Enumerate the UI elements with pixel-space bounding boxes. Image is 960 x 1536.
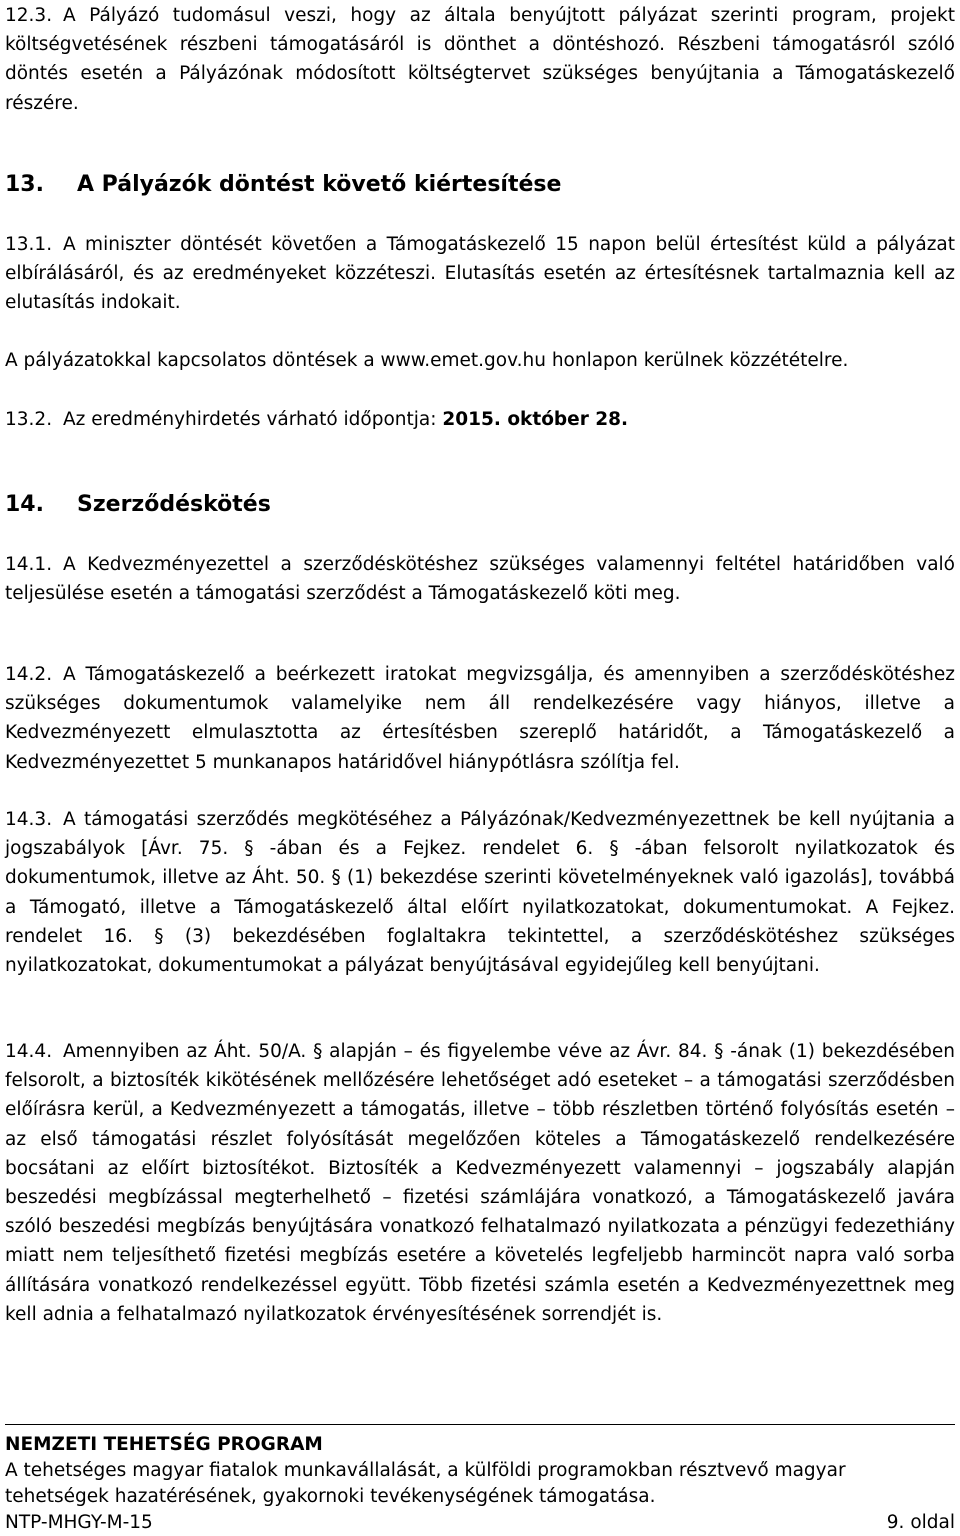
heading-title: Szerződéskötés	[77, 492, 271, 517]
section-number: 13.2.	[5, 409, 53, 430]
page-footer	[5, 1432, 955, 1536]
footer-bottom-row	[5, 1510, 955, 1536]
paragraph-14-1	[5, 550, 955, 608]
footer-program-name: NEMZETI TEHETSÉG PROGRAM	[5, 1434, 323, 1455]
paragraph-text: Az eredményhirdetés várható időpontja:	[63, 409, 443, 430]
paragraph-text: A támogatási szerződés megkötéséhez a Pályázónak/Kedvezményezettnek be kell nyújtania a jogszabályok [Ávr. 75. § -ában és a Fejkez. rendelet 6. § -ában felsorolt nyilatkozatok és dokumentumok, illetve az Áht. 50. § (1) bekezdése szerinti követelményeknek való igazolás], továbbá a Támogató, illetve a Támogatáskezelő által előírt nyilatkozatokat, dokumentumokat. A Fejkez. rendelet 16. § (3) bekezdésében foglaltakra tekintettel, a szerződéskötéshez szükséges nyilatkozatokat, dokumentumokat a pályázat benyújtásával egyidejűleg kell benyújtani.	[5, 809, 955, 977]
footer-description: A tehetséges magyar fiatalok munkavállalását, a külföldi programokban résztvevő magyar tehetségek hazatérésének, gyakornoki tevékenységének támogatása.	[5, 1460, 846, 1507]
footer-code: NTP-MHGY-M-15	[5, 1512, 153, 1533]
heading-title: A Pályázók döntést követő kiértesítése	[77, 172, 562, 197]
paragraph-13-1	[5, 230, 955, 318]
paragraph-14-4	[5, 1037, 955, 1329]
section-heading-14	[5, 492, 271, 517]
section-number: 14.4.	[5, 1041, 53, 1062]
paragraph-text: A Pályázó tudomásul veszi, hogy az általa benyújtott pályázat szerinti program, projekt költségvetésének részbeni támogatásáról is dönthet a döntéshozó. Részbeni támogatásról szóló döntés esetén a Pályázónak módosított költségtervet szükséges benyújtania a Támogatáskezelő részére.	[5, 5, 955, 114]
paragraph-text: A Támogatáskezelő a beérkezett iratokat megvizsgálja, és amennyiben a szerződéskötéshez szükséges dokumentumok valamelyike nem áll rendelkezésére vagy hiányos, illetve a Kedvezményezett elmulasztotta az értesítésben szereplő határidőt, a Támogatáskezelő a Kedvezményezettet 5 munkanapos határidővel hiánypótlásra szólítja fel.	[5, 664, 955, 773]
section-heading-13	[5, 172, 561, 197]
heading-number: 13.	[5, 172, 44, 197]
section-number: 13.1.	[5, 234, 53, 255]
paragraph-13-2	[5, 405, 955, 434]
paragraph-14-3	[5, 805, 955, 980]
paragraph-14-2	[5, 660, 955, 777]
heading-number: 14.	[5, 492, 44, 517]
section-number: 14.3.	[5, 809, 53, 830]
page-number: 9. oldal	[886, 1512, 955, 1533]
paragraph-12-3	[5, 1, 955, 118]
section-number: 14.1.	[5, 554, 53, 575]
paragraph-text: A Kedvezményezettel a szerződéskötéshez szükséges valamennyi feltétel határidőben való teljesülése esetén a támogatási szerződést a Támogatáskezelő köti meg.	[5, 554, 955, 605]
paragraph-text: A pályázatokkal kapcsolatos döntések a www.emet.gov.hu honlapon kerülnek közzétételre.	[5, 350, 849, 371]
section-number: 14.2.	[5, 664, 53, 685]
section-number: 12.3.	[5, 5, 53, 26]
paragraph-text: Amennyiben az Áht. 50/A. § alapján – és figyelembe véve az Ávr. 84. § -ának (1) bekezdésében felsorolt, a biztosíték kikötésének mellőzésére lehetőséget adó eseteket – a támogatási szerződésben előírásra kerül, a Kedvezményezett a támogatás, illetve – több részletben történő folyósítás esetén – az első támogatási részlet folyósítását megelőzően köteles a Támogatáskezelő rendelkezésére bocsátani az előírt biztosítékot. Biztosíték a Kedvezményezett valamennyi – jogszabály alapján beszedési megbízással megterhelhető – fizetési számlájára vonatkozó, a Támogatáskezelő javára szóló beszedési megbízás benyújtására vonatkozó felhatalmazó nyilatkozata a pénzügyi fedezethiány miatt nem teljesíthető fizetési megbízás esetére a követelés legfeljebb harmincöt napra való sorba állítására vonatkozó rendelkezéssel együtt. Több fizetési számla esetén a Kedvezményezettnek meg kell adnia a felhatalmazó nyilatkozatok érvényesítésének sorrendjét is.	[5, 1041, 955, 1325]
paragraph-13-1-publication	[5, 346, 955, 375]
result-date: 2015. október 28.	[442, 409, 629, 430]
paragraph-text: A miniszter döntését követően a Támogatáskezelő 15 napon belül értesítést küld a pályázat elbírálásáról, és az eredményeket közzéteszi. Elutasítás esetén az értesítésnek tartalmaznia kell az elutasítás indokait.	[5, 234, 955, 314]
footer-divider	[5, 1424, 955, 1425]
